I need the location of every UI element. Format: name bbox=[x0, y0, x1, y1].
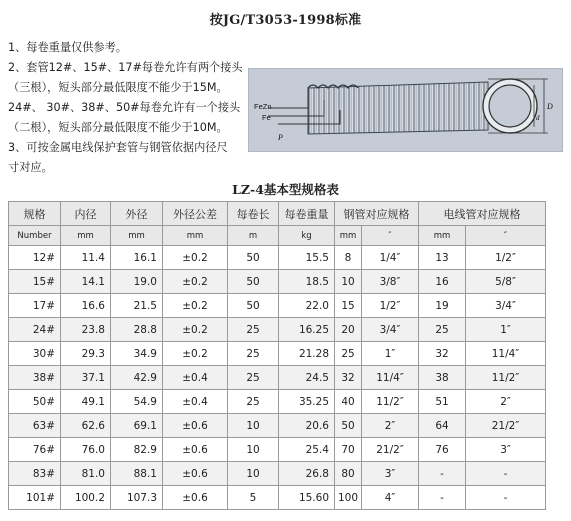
table-cell: 24# bbox=[9, 318, 61, 342]
table-cell: 11/4″ bbox=[466, 342, 546, 366]
table-cell: 1/2″ bbox=[466, 246, 546, 270]
table-row bbox=[9, 438, 546, 462]
unit-cell: Number bbox=[9, 226, 61, 246]
table-cell: 25 bbox=[228, 318, 279, 342]
table-cell: ±0.6 bbox=[163, 486, 228, 510]
table-cell: 13 bbox=[419, 246, 466, 270]
table-cell: 3/4″ bbox=[466, 294, 546, 318]
table-cell: 15.60 bbox=[279, 486, 335, 510]
table-cell: 22.0 bbox=[279, 294, 335, 318]
table-row bbox=[9, 318, 546, 342]
unit-cell: mm bbox=[111, 226, 163, 246]
table-cell: 62.6 bbox=[61, 414, 111, 438]
header-cell: 内径 bbox=[61, 202, 111, 226]
unit-cell: m bbox=[228, 226, 279, 246]
table-cell: 1″ bbox=[466, 318, 546, 342]
header-cell: 外径 bbox=[111, 202, 163, 226]
table-cell: 50 bbox=[228, 270, 279, 294]
table-cell: 107.3 bbox=[111, 486, 163, 510]
table-cell: 3/8″ bbox=[362, 270, 419, 294]
table-cell: 37.1 bbox=[61, 366, 111, 390]
table-cell: ±0.6 bbox=[163, 438, 228, 462]
table-cell: 3/4″ bbox=[362, 318, 419, 342]
table-cell: 14.1 bbox=[61, 270, 111, 294]
table-cell: 29.3 bbox=[61, 342, 111, 366]
table-cell: 3″ bbox=[362, 462, 419, 486]
table-row bbox=[9, 390, 546, 414]
note-line: 24#、 30#、38#、50#每卷允许有一个接头 bbox=[8, 101, 241, 114]
table-cell: 64 bbox=[419, 414, 466, 438]
table-cell: - bbox=[466, 486, 546, 510]
table-cell: 38# bbox=[9, 366, 61, 390]
table-cell: - bbox=[419, 462, 466, 486]
table-cell: 21.5 bbox=[111, 294, 163, 318]
table-cell: 50# bbox=[9, 390, 61, 414]
table-cell: 25.4 bbox=[279, 438, 335, 462]
table-cell: 32 bbox=[419, 342, 466, 366]
table-cell: ±0.2 bbox=[163, 318, 228, 342]
table-cell: 28.8 bbox=[111, 318, 163, 342]
table-row bbox=[9, 342, 546, 366]
table-cell: 25 bbox=[228, 342, 279, 366]
table-cell: 5/8″ bbox=[466, 270, 546, 294]
table-cell: 54.9 bbox=[111, 390, 163, 414]
table-cell: 1/4″ bbox=[362, 246, 419, 270]
table-row bbox=[9, 366, 546, 390]
table-cell: 11/2″ bbox=[466, 366, 546, 390]
spec-table bbox=[8, 201, 546, 510]
table-title: LZ-4基本型规格表 bbox=[232, 182, 339, 197]
table-cell: 3″ bbox=[466, 438, 546, 462]
table-cell: 38 bbox=[419, 366, 466, 390]
table-cell: 4″ bbox=[362, 486, 419, 510]
table-cell: ±0.6 bbox=[163, 414, 228, 438]
table-cell: 25 bbox=[228, 366, 279, 390]
table-cell: 82.9 bbox=[111, 438, 163, 462]
table-cell: 69.1 bbox=[111, 414, 163, 438]
table-cell: 35.25 bbox=[279, 390, 335, 414]
table-cell: 10 bbox=[228, 438, 279, 462]
table-cell: 12# bbox=[9, 246, 61, 270]
table-cell: 1/2″ bbox=[362, 294, 419, 318]
page-title: 按JG/T3053-1998标准 bbox=[209, 13, 362, 28]
table-cell: 11/4″ bbox=[362, 366, 419, 390]
table-cell: 16.1 bbox=[111, 246, 163, 270]
table-cell: 40 bbox=[335, 390, 362, 414]
table-cell: 15.5 bbox=[279, 246, 335, 270]
header-cell: 规格 bbox=[9, 202, 61, 226]
table-body bbox=[9, 246, 546, 510]
table-cell: 2″ bbox=[466, 390, 546, 414]
table-cell: 101# bbox=[9, 486, 61, 510]
table-cell: 5 bbox=[228, 486, 279, 510]
table-cell: 11/2″ bbox=[362, 390, 419, 414]
table-cell: 51 bbox=[419, 390, 466, 414]
unit-cell: mm bbox=[163, 226, 228, 246]
table-cell: 20.6 bbox=[279, 414, 335, 438]
table-cell: 88.1 bbox=[111, 462, 163, 486]
table-cell: 63# bbox=[9, 414, 61, 438]
table-cell: 80 bbox=[335, 462, 362, 486]
table-cell: 16.25 bbox=[279, 318, 335, 342]
table-cell: 10 bbox=[228, 462, 279, 486]
label-small-d: d bbox=[536, 114, 540, 122]
table-cell: ±0.2 bbox=[163, 342, 228, 366]
unit-cell: ″ bbox=[362, 226, 419, 246]
table-cell: 16 bbox=[419, 270, 466, 294]
table-cell: ±0.4 bbox=[163, 390, 228, 414]
table-cell: 21/2″ bbox=[466, 414, 546, 438]
table-cell: 17# bbox=[9, 294, 61, 318]
table-cell: 30# bbox=[9, 342, 61, 366]
table-cell: 50 bbox=[335, 414, 362, 438]
notes-block bbox=[8, 38, 258, 178]
table-cell: 11.4 bbox=[61, 246, 111, 270]
table-cell: 24.5 bbox=[279, 366, 335, 390]
table-cell: ±0.2 bbox=[163, 270, 228, 294]
table-cell: 42.9 bbox=[111, 366, 163, 390]
table-cell: 1″ bbox=[362, 342, 419, 366]
unit-cell: mm bbox=[419, 226, 466, 246]
table-cell: 100 bbox=[335, 486, 362, 510]
table-cell: 100.2 bbox=[61, 486, 111, 510]
table-cell: 81.0 bbox=[61, 462, 111, 486]
table-cell: - bbox=[466, 462, 546, 486]
header-cell: 外径公差 bbox=[163, 202, 228, 226]
table-cell: ±0.2 bbox=[163, 246, 228, 270]
table-row bbox=[9, 414, 546, 438]
label-fe: Fe bbox=[262, 113, 271, 122]
note-line: 1、每卷重量仅供参考。 bbox=[8, 41, 127, 54]
table-cell: 10 bbox=[335, 270, 362, 294]
table-cell: 25 bbox=[335, 342, 362, 366]
unit-cell: kg bbox=[279, 226, 335, 246]
header-cell: 电线管对应规格 bbox=[419, 202, 546, 226]
table-cell: 76# bbox=[9, 438, 61, 462]
note-line: 3、可按金属电线保护套管与钢管依据内径尺 bbox=[8, 141, 228, 154]
table-cell: 19 bbox=[419, 294, 466, 318]
table-cell: 83# bbox=[9, 462, 61, 486]
table-cell: 15# bbox=[9, 270, 61, 294]
note-line: （三根），短头部分最低限度不能少于15M。 bbox=[8, 81, 228, 94]
table-cell: ±0.4 bbox=[163, 366, 228, 390]
note-line: 2、套管12#、15#、17#每卷允许有两个接头 bbox=[8, 61, 243, 74]
table-cell: 50 bbox=[228, 246, 279, 270]
table-row bbox=[9, 294, 546, 318]
note-line: （二根），短头部分最低限度不能少于10M。 bbox=[8, 121, 228, 134]
table-cell: 25 bbox=[419, 318, 466, 342]
table-cell: 21/2″ bbox=[362, 438, 419, 462]
table-cell: 21.28 bbox=[279, 342, 335, 366]
table-cell: 2″ bbox=[362, 414, 419, 438]
table-cell: 25 bbox=[228, 390, 279, 414]
table-cell: ±0.6 bbox=[163, 462, 228, 486]
table-cell: 70 bbox=[335, 438, 362, 462]
table-cell: - bbox=[419, 486, 466, 510]
table-cell: 23.8 bbox=[61, 318, 111, 342]
table-row bbox=[9, 462, 546, 486]
label-p: P bbox=[278, 133, 283, 142]
table-cell: 49.1 bbox=[61, 390, 111, 414]
header-cell: 钢管对应规格 bbox=[335, 202, 419, 226]
note-line: 寸对应。 bbox=[8, 161, 53, 174]
table-cell: 19.0 bbox=[111, 270, 163, 294]
table-row bbox=[9, 246, 546, 270]
table-cell: 76 bbox=[419, 438, 466, 462]
unit-cell: mm bbox=[61, 226, 111, 246]
header-cell: 每卷重量 bbox=[279, 202, 335, 226]
unit-cell: ″ bbox=[466, 226, 546, 246]
header-cell: 每卷长 bbox=[228, 202, 279, 226]
table-cell: 18.5 bbox=[279, 270, 335, 294]
conduit-diagram bbox=[248, 68, 563, 152]
unit-cell: mm bbox=[335, 226, 362, 246]
table-cell: 50 bbox=[228, 294, 279, 318]
table-cell: 10 bbox=[228, 414, 279, 438]
table-cell: 26.8 bbox=[279, 462, 335, 486]
table-cell: ±0.2 bbox=[163, 294, 228, 318]
table-cell: 15 bbox=[335, 294, 362, 318]
table-cell: 20 bbox=[335, 318, 362, 342]
table-cell: 32 bbox=[335, 366, 362, 390]
table-cell: 76.0 bbox=[61, 438, 111, 462]
table-cell: 16.6 bbox=[61, 294, 111, 318]
table-row bbox=[9, 486, 546, 510]
label-fezn: FeZn bbox=[254, 102, 272, 111]
label-big-d: D bbox=[547, 102, 553, 111]
table-row bbox=[9, 270, 546, 294]
table-cell: 34.9 bbox=[111, 342, 163, 366]
table-cell: 8 bbox=[335, 246, 362, 270]
